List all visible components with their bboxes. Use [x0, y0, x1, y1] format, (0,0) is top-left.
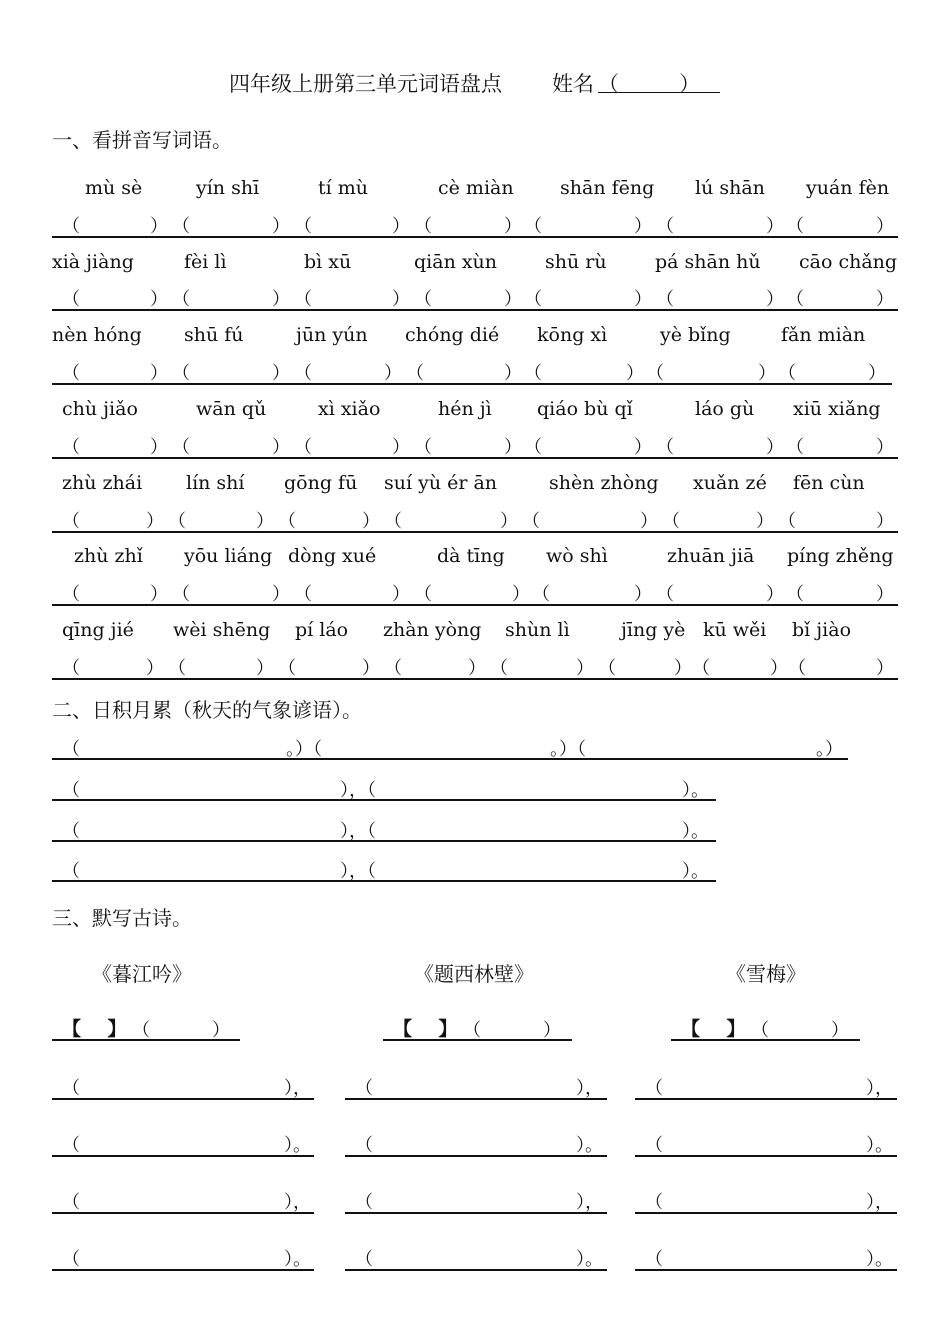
section-title: 二、日积月累（秋天的气象谚语）。 [52, 698, 362, 722]
answer-paren-close: ） [634, 216, 652, 237]
author-paren-open: （ [463, 1020, 481, 1041]
poem-title: 《暮江吟》 [92, 962, 192, 986]
line-mid: ），（ [340, 821, 376, 842]
pinyin-prompt: lín shí [186, 472, 245, 494]
answer-paren-open: （ [778, 363, 796, 384]
answer-paren-open: （ [294, 363, 312, 384]
answer-paren-open: （ [692, 658, 710, 679]
pinyin-prompt: xuǎn zé [693, 472, 767, 494]
answer-paren-close: ） [150, 584, 168, 605]
answer-paren-open: （ [62, 363, 80, 384]
author-rule [383, 1039, 572, 1041]
paren-open: （ [62, 861, 80, 882]
author-paren-open: （ [132, 1020, 150, 1041]
answer-paren-close: ） [876, 584, 894, 605]
pinyin-prompt: gōng fū [284, 472, 358, 494]
verse-paren-close: ）。 [866, 1249, 893, 1270]
answer-paren-close: ） [384, 363, 402, 384]
author-paren-close: ） [543, 1020, 561, 1041]
pinyin-prompt: qiān xùn [414, 251, 498, 273]
answer-paren-close: ） [272, 437, 290, 458]
verse-paren-open: （ [62, 1192, 80, 1213]
answer-paren-close: ） [362, 511, 380, 532]
poem-title: 《雪梅》 [726, 962, 806, 986]
verse-rule [345, 1098, 607, 1100]
answer-paren-close: ） [876, 511, 894, 532]
pinyin-prompt: jūn yún [296, 324, 368, 346]
author-rule [671, 1039, 860, 1041]
answer-paren-close: ） [272, 289, 290, 310]
line-mid: ），（ [340, 861, 376, 882]
answer-paren-open: （ [278, 658, 296, 679]
answer-paren-open: （ [406, 363, 424, 384]
answer-paren-open: （ [786, 437, 804, 458]
answer-paren-close: ） [876, 216, 894, 237]
answer-paren-close: ） [626, 363, 644, 384]
answer-paren-close: ） [504, 216, 522, 237]
answer-paren-open: （ [786, 584, 804, 605]
pinyin-prompt: qīng jié [62, 619, 134, 641]
pinyin-prompt: cāo chǎng [799, 251, 898, 273]
line-end: ）。 [682, 821, 709, 842]
answer-paren-close: ） [876, 289, 894, 310]
pinyin-prompt: nèn hóng [52, 324, 142, 346]
pinyin-prompt: chóng dié [405, 324, 500, 346]
paren-open: （ [62, 821, 80, 842]
pinyin-prompt: jīng yè [621, 619, 686, 641]
answer-paren-close: ） [766, 216, 784, 237]
answer-paren-close: ） [876, 437, 894, 458]
answer-paren-close: ） [576, 658, 594, 679]
verse-rule [52, 1212, 314, 1214]
answer-paren-open: （ [522, 511, 540, 532]
section-title: 一、看拼音写词语。 [52, 128, 232, 152]
pinyin-prompt: yín shī [196, 177, 260, 199]
pinyin-prompt: shū rù [545, 251, 607, 273]
answer-rule [52, 457, 898, 459]
pinyin-prompt: píng zhěng [787, 545, 894, 567]
answer-paren-open: （ [532, 584, 550, 605]
answer-paren-close: ） [150, 216, 168, 237]
pinyin-prompt: mù sè [85, 177, 143, 199]
answer-paren-open: （ [414, 437, 432, 458]
answer-paren-close: ） [392, 584, 410, 605]
pinyin-prompt: fǎn miàn [781, 324, 866, 346]
line-end: 。） [816, 739, 843, 760]
pinyin-prompt: shèn zhòng [549, 472, 659, 494]
answer-paren-open: （ [168, 511, 186, 532]
pinyin-prompt: zhuān jiā [667, 545, 755, 567]
answer-paren-open: （ [656, 437, 674, 458]
line-end: ）。 [682, 780, 709, 801]
verse-paren-open: （ [355, 1249, 373, 1270]
answer-paren-open: （ [656, 584, 674, 605]
answer-paren-close: ） [634, 584, 652, 605]
answer-paren-open: （ [168, 658, 186, 679]
answer-paren-open: （ [414, 289, 432, 310]
verse-paren-close: ）。 [576, 1135, 603, 1156]
author-paren-close: ） [831, 1020, 849, 1041]
answer-paren-open: （ [294, 584, 312, 605]
answer-paren-close: ） [504, 437, 522, 458]
answer-paren-close: ） [150, 289, 168, 310]
answer-paren-open: （ [172, 216, 190, 237]
answer-paren-close: ） [392, 216, 410, 237]
verse-rule [52, 1269, 314, 1271]
answer-paren-open: （ [294, 289, 312, 310]
answer-paren-close: ） [634, 437, 652, 458]
answer-paren-open: （ [62, 584, 80, 605]
paren-open: （ [62, 739, 80, 760]
verse-rule [345, 1155, 607, 1157]
author-paren-open: （ [751, 1020, 769, 1041]
line-end: ）。 [682, 861, 709, 882]
pinyin-prompt: hén jì [438, 398, 492, 420]
name-underline [598, 92, 720, 93]
pinyin-prompt: xiū xiǎng [793, 398, 881, 420]
pinyin-prompt: fèi lì [184, 251, 227, 273]
pinyin-prompt: fēn cùn [793, 472, 865, 494]
verse-paren-open: （ [645, 1078, 663, 1099]
answer-paren-close: ） [150, 363, 168, 384]
pinyin-prompt: tí mù [318, 177, 369, 199]
pinyin-prompt: xià jiàng [52, 251, 134, 273]
verse-paren-close: ）， [284, 1078, 311, 1099]
answer-paren-open: （ [294, 437, 312, 458]
answer-paren-open: （ [414, 584, 432, 605]
answer-paren-open: （ [786, 289, 804, 310]
answer-paren-close: ） [272, 363, 290, 384]
answer-paren-close: ） [272, 216, 290, 237]
answer-paren-close: ） [758, 363, 776, 384]
answer-paren-open: （ [278, 511, 296, 532]
answer-paren-open: （ [172, 363, 190, 384]
pinyin-prompt: dà tīng [437, 545, 505, 567]
pinyin-prompt: xì xiǎo [318, 398, 381, 420]
pinyin-prompt: pí láo [295, 619, 349, 641]
pinyin-prompt: zhàn yòng [383, 619, 482, 641]
verse-rule [52, 1098, 314, 1100]
answer-rule [52, 678, 898, 680]
answer-paren-open: （ [62, 658, 80, 679]
answer-paren-open: （ [62, 511, 80, 532]
pinyin-prompt: shùn lì [505, 619, 570, 641]
answer-paren-close: ） [770, 658, 788, 679]
answer-paren-close: ） [756, 511, 774, 532]
answer-paren-close: ） [272, 584, 290, 605]
verse-paren-open: （ [62, 1135, 80, 1156]
verse-rule [635, 1155, 897, 1157]
answer-paren-open: （ [662, 511, 680, 532]
answer-rule [52, 799, 716, 801]
answer-paren-close: ） [876, 658, 894, 679]
name-field: （ ） [598, 72, 701, 96]
verse-rule [635, 1269, 897, 1271]
answer-paren-close: ） [766, 584, 784, 605]
answer-rule [52, 383, 892, 385]
verse-paren-open: （ [62, 1078, 80, 1099]
pinyin-prompt: zhù zhái [62, 472, 143, 494]
pinyin-prompt: dòng xué [288, 545, 377, 567]
paren-open: （ [62, 780, 80, 801]
verse-paren-open: （ [355, 1192, 373, 1213]
dynasty-bracket: 【 】 [681, 1018, 746, 1040]
pinyin-prompt: kōng xì [537, 324, 608, 346]
answer-paren-open: （ [62, 289, 80, 310]
answer-paren-close: ） [500, 511, 518, 532]
verse-paren-close: ）， [284, 1192, 311, 1213]
pinyin-prompt: suí yù ér ān [384, 472, 498, 494]
verse-paren-close: ）， [576, 1192, 603, 1213]
answer-paren-open: （ [656, 289, 674, 310]
dynasty-bracket: 【 】 [62, 1018, 127, 1040]
pinyin-prompt: qiáo bù qǐ [537, 398, 633, 420]
poem-title: 《题西林壁》 [414, 962, 534, 986]
answer-paren-close: ） [634, 289, 652, 310]
answer-paren-open: （ [646, 363, 664, 384]
answer-paren-open: （ [62, 437, 80, 458]
verse-paren-open: （ [645, 1135, 663, 1156]
pinyin-prompt: láo gù [695, 398, 755, 420]
verse-rule [345, 1269, 607, 1271]
answer-paren-open: （ [524, 363, 542, 384]
author-paren-close: ） [212, 1020, 230, 1041]
answer-paren-open: （ [524, 437, 542, 458]
verse-paren-open: （ [355, 1135, 373, 1156]
verse-paren-close: ）。 [284, 1135, 311, 1156]
pinyin-prompt: wān qǔ [196, 398, 267, 420]
answer-rule [52, 880, 716, 882]
answer-rule [52, 604, 898, 606]
answer-rule [52, 758, 848, 760]
answer-paren-close: ） [766, 289, 784, 310]
line-mid: ），（ [340, 780, 376, 801]
answer-paren-close: ） [468, 658, 486, 679]
answer-paren-close: ） [640, 511, 658, 532]
name-label: 姓名 [552, 72, 594, 96]
author-rule [52, 1039, 240, 1041]
answer-paren-open: （ [778, 511, 796, 532]
verse-rule [52, 1155, 314, 1157]
pinyin-prompt: yōu liáng [184, 545, 273, 567]
verse-rule [635, 1212, 897, 1214]
verse-paren-close: ）。 [284, 1249, 311, 1270]
pinyin-prompt: kū wěi [703, 619, 767, 641]
pinyin-prompt: chù jiǎo [62, 398, 138, 420]
answer-paren-open: （ [172, 289, 190, 310]
answer-paren-open: （ [524, 289, 542, 310]
answer-paren-close: ） [392, 437, 410, 458]
answer-paren-open: （ [524, 216, 542, 237]
verse-paren-open: （ [645, 1192, 663, 1213]
pinyin-prompt: shān fēng [560, 177, 655, 199]
verse-paren-open: （ [62, 1249, 80, 1270]
answer-paren-close: ） [674, 658, 692, 679]
answer-paren-close: ） [766, 437, 784, 458]
pinyin-prompt: shū fú [184, 324, 244, 346]
answer-paren-open: （ [414, 216, 432, 237]
pinyin-prompt: yè bǐng [660, 324, 731, 346]
answer-paren-open: （ [656, 216, 674, 237]
pinyin-prompt: zhù zhǐ [74, 545, 143, 567]
pinyin-prompt: pá shān hǔ [655, 251, 761, 273]
answer-paren-open: （ [384, 511, 402, 532]
pinyin-prompt: cè miàn [438, 177, 514, 199]
dynasty-bracket: 【 】 [393, 1018, 458, 1040]
pinyin-prompt: yuán fèn [806, 177, 890, 199]
page-title: 四年级上册第三单元词语盘点 [229, 72, 502, 96]
answer-rule [52, 236, 898, 238]
verse-paren-close: ）。 [576, 1249, 603, 1270]
section-title: 三、默写古诗。 [52, 906, 192, 930]
verse-paren-close: ）， [866, 1192, 893, 1213]
pinyin-prompt: lú shān [695, 177, 765, 199]
answer-paren-close: ） [504, 289, 522, 310]
answer-paren-close: ） [868, 363, 886, 384]
verse-paren-open: （ [355, 1078, 373, 1099]
verse-paren-open: （ [645, 1249, 663, 1270]
answer-paren-open: （ [788, 658, 806, 679]
pinyin-prompt: wèi shēng [173, 619, 271, 641]
answer-paren-open: （ [598, 658, 616, 679]
answer-rule [52, 309, 898, 311]
answer-paren-close: ） [150, 437, 168, 458]
verse-paren-close: ）。 [866, 1135, 893, 1156]
answer-paren-close: ） [504, 363, 522, 384]
verse-paren-close: ）， [866, 1078, 893, 1099]
answer-paren-open: （ [172, 584, 190, 605]
answer-paren-open: （ [294, 216, 312, 237]
answer-paren-open: （ [384, 658, 402, 679]
answer-paren-close: ） [146, 511, 164, 532]
answer-paren-open: （ [172, 437, 190, 458]
answer-rule [52, 531, 898, 533]
answer-paren-close: ） [362, 658, 380, 679]
answer-paren-close: ） [392, 289, 410, 310]
seg-end: 。）（ [550, 739, 586, 760]
answer-paren-close: ） [146, 658, 164, 679]
verse-paren-close: ）， [576, 1078, 603, 1099]
answer-paren-close: ） [512, 584, 530, 605]
answer-rule [52, 840, 716, 842]
seg-end: 。）（ [286, 739, 322, 760]
verse-rule [635, 1098, 897, 1100]
answer-paren-close: ） [256, 658, 274, 679]
answer-paren-open: （ [62, 216, 80, 237]
answer-paren-close: ） [256, 511, 274, 532]
verse-rule [345, 1212, 607, 1214]
pinyin-prompt: bì xū [304, 251, 352, 273]
answer-paren-open: （ [490, 658, 508, 679]
pinyin-prompt: bǐ jiào [792, 619, 852, 641]
answer-paren-open: （ [786, 216, 804, 237]
pinyin-prompt: wò shì [546, 545, 608, 567]
